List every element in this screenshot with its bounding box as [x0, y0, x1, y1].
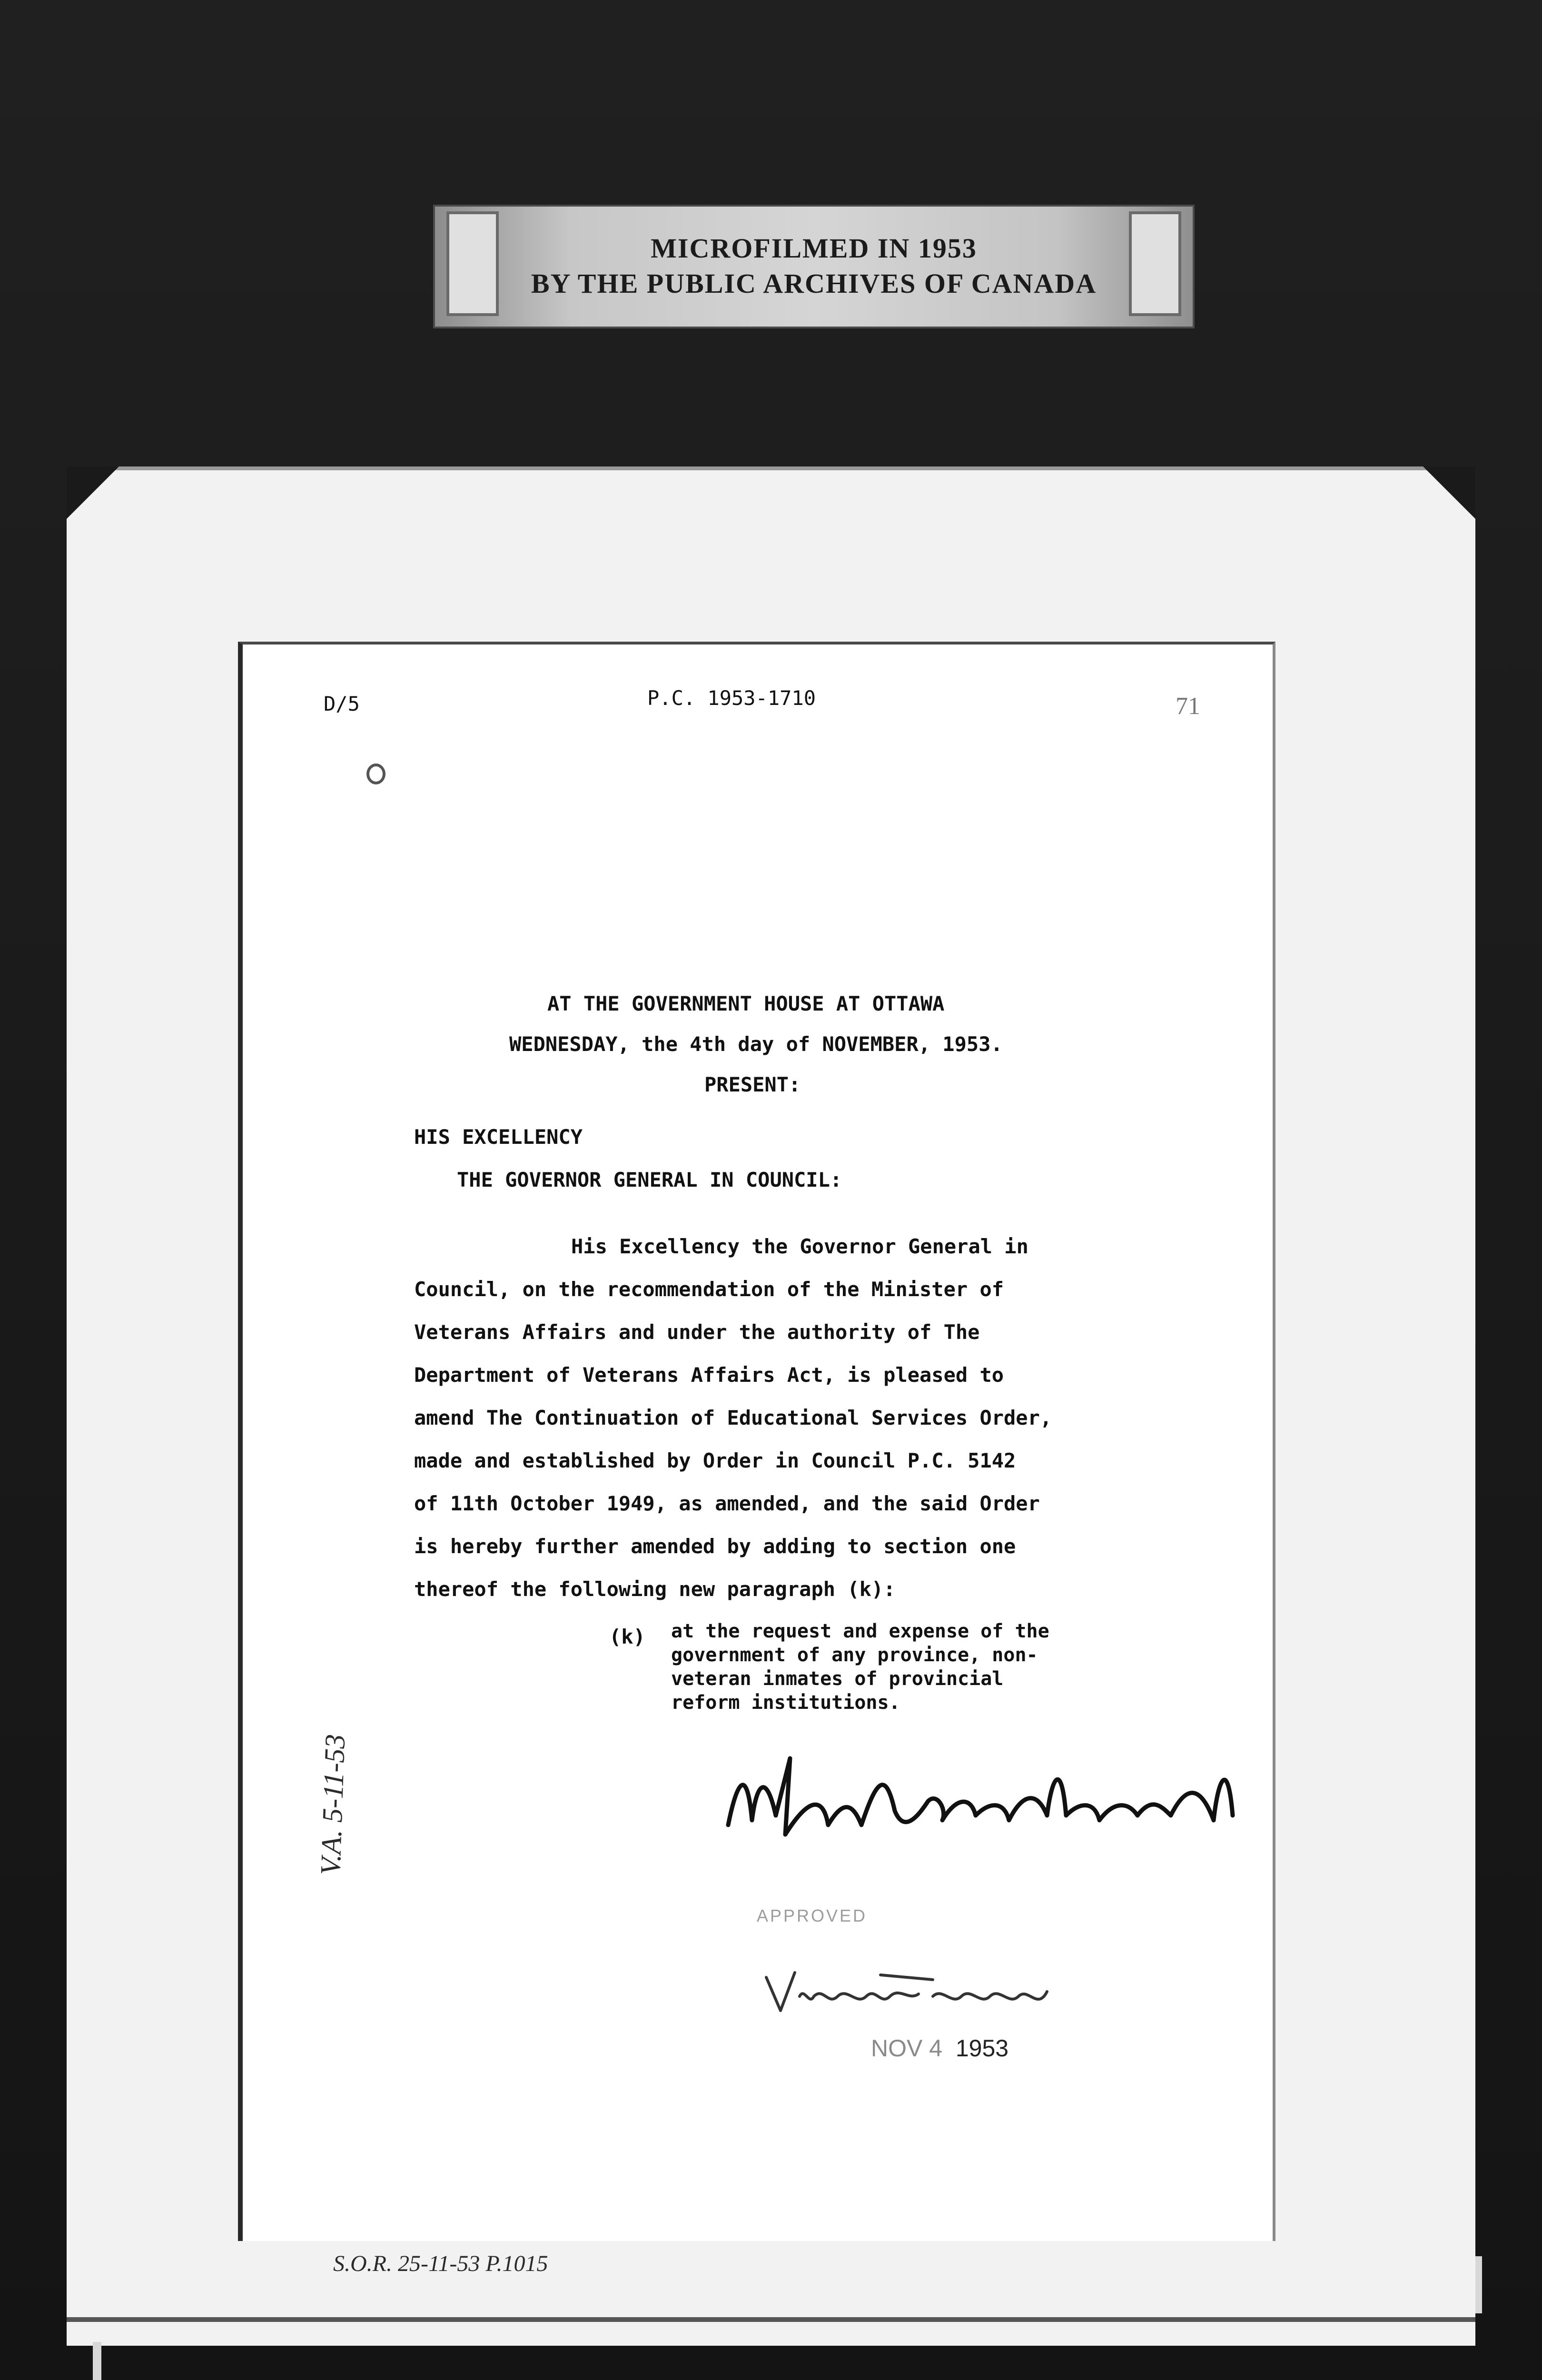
- governor-general-signature: [761, 1958, 1057, 2025]
- paragraph-k-line: veteran inmates of provincial: [671, 1668, 1004, 1690]
- microfilm-banner: [433, 205, 1195, 328]
- mount-corner-right: [1423, 466, 1475, 519]
- excellency-line-2: THE GOVERNOR GENERAL IN COUNCIL:: [457, 1168, 842, 1191]
- banner-clip-right: [1129, 211, 1181, 316]
- paragraph-k-line: reform institutions.: [671, 1692, 900, 1714]
- clerk-signature: [719, 1739, 1242, 1854]
- banner-line-2: BY THE PUBLIC ARCHIVES OF CANADA: [531, 268, 1097, 299]
- page-number: 71: [1176, 693, 1200, 720]
- heading-date: WEDNESDAY, the 4th day of NOVEMBER, 1953.: [509, 1032, 1003, 1056]
- paragraph-k-line: government of any province, non-: [671, 1644, 1038, 1666]
- file-reference: D/5: [324, 692, 360, 715]
- margin-handwritten-note: V.A. 5-11-53: [314, 1734, 351, 1876]
- sor-handwritten-note: S.O.R. 25-11-53 P.1015: [333, 2251, 548, 2276]
- body-line: thereof the following new paragraph (k):: [414, 1577, 896, 1601]
- heading-present: PRESENT:: [704, 1073, 801, 1096]
- banner-line-1: MICROFILMED IN 1953: [651, 233, 977, 264]
- film-edge-mark-right: [1475, 2256, 1482, 2313]
- heading-place: AT THE GOVERNMENT HOUSE AT OTTAWA: [547, 992, 945, 1015]
- body-line: Department of Veterans Affairs Act, is pleased to: [414, 1363, 1004, 1387]
- body-line: His Excellency the Governor General in: [571, 1235, 1028, 1258]
- mount-rule: [67, 2317, 1475, 2322]
- mount-corner-left: [67, 466, 119, 519]
- body-line: is hereby further amended by adding to section one: [414, 1535, 1016, 1558]
- body-line: of 11th October 1949, as amended, and the said Order: [414, 1492, 1040, 1515]
- body-line: Veterans Affairs and under the authority of The: [414, 1320, 980, 1344]
- excellency-line-1: HIS EXCELLENCY: [414, 1125, 583, 1149]
- body-line: Council, on the recommendation of the Minister of: [414, 1278, 1004, 1301]
- paragraph-k-line: at the request and expense of the: [671, 1620, 1049, 1642]
- order-in-council-page: [238, 642, 1275, 2241]
- approval-date-stamp: [871, 2034, 1008, 2062]
- approved-stamp: APPROVED: [757, 1906, 868, 1925]
- body-line: made and established by Order in Council P.C. 5142: [414, 1449, 1016, 1472]
- punch-hole-mark: [366, 764, 386, 784]
- mounting-board: [67, 466, 1475, 2346]
- order-number: P.C. 1953-1710: [647, 686, 816, 710]
- film-edge-mark-left: [93, 2342, 101, 2380]
- approval-date-month-day: NOV 4: [871, 2035, 943, 2062]
- approval-date-year: 1953: [955, 2035, 1009, 2062]
- body-line: amend The Continuation of Educational Services Order,: [414, 1406, 1052, 1429]
- paragraph-k-marker: (k): [609, 1625, 645, 1648]
